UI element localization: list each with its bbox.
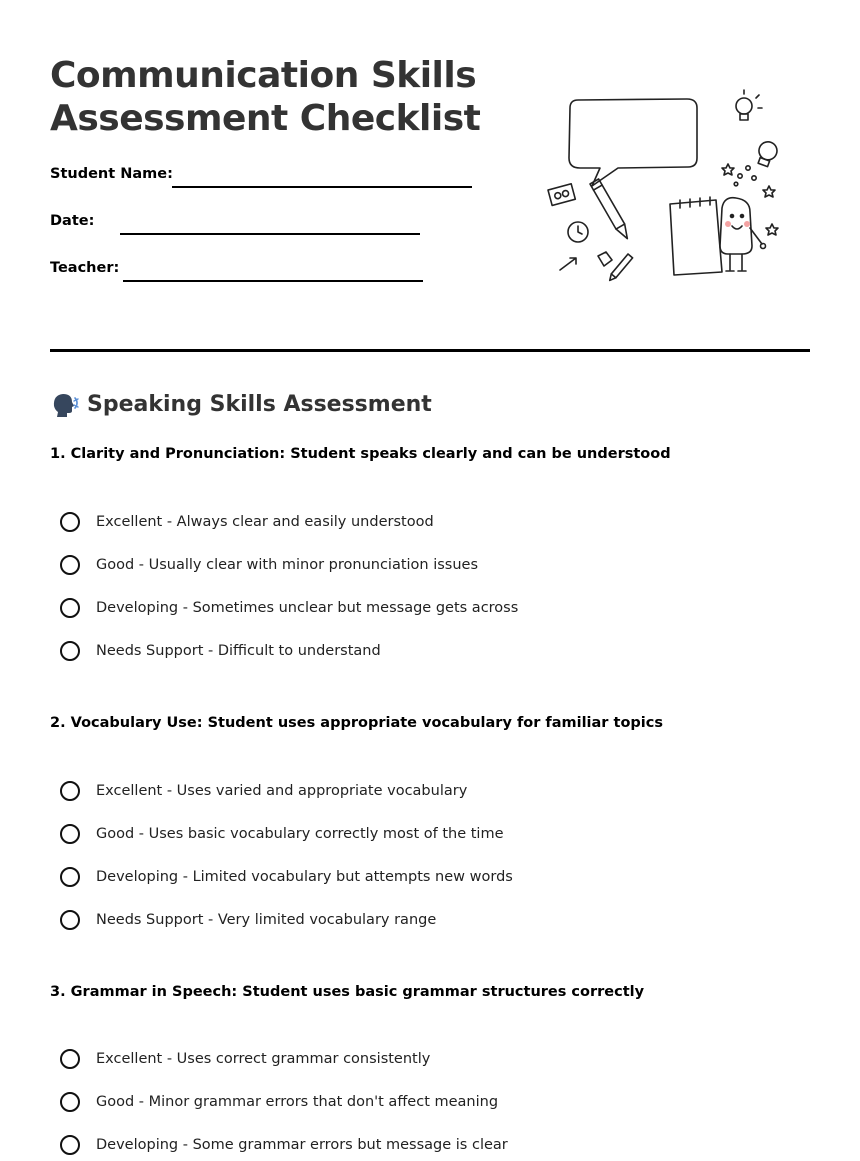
radio-button[interactable]: [60, 1135, 80, 1155]
question-2-label: 2. Vocabulary Use: Student uses appropriate vocabulary for familiar topics: [50, 715, 663, 731]
radio-button[interactable]: [60, 824, 80, 844]
question-1-label: 1. Clarity and Pronunciation: Student speaks clearly and can be understood: [50, 446, 671, 462]
option-label: Needs Support - Difficult to understand: [96, 643, 381, 659]
teacher-field[interactable]: [123, 280, 423, 282]
q1-option-good[interactable]: [60, 552, 478, 578]
option-label: Excellent - Always clear and easily understood: [96, 514, 434, 530]
speaking-head-icon: [50, 389, 80, 419]
radio-button[interactable]: [60, 867, 80, 887]
option-label: Needs Support - Very limited vocabulary range: [96, 912, 437, 928]
q2-option-excellent[interactable]: [60, 778, 467, 804]
doodle-student-illustration-icon: [540, 88, 790, 288]
option-label: Developing - Some grammar errors but message is clear: [96, 1137, 508, 1153]
radio-button[interactable]: [60, 781, 80, 801]
title-line-1: Communication Skills: [50, 55, 477, 96]
section-heading: [50, 388, 432, 420]
radio-button[interactable]: [60, 641, 80, 661]
teacher-label: Teacher:: [50, 260, 120, 276]
date-field[interactable]: [120, 233, 420, 235]
title-line-2: Assessment Checklist: [50, 98, 481, 139]
radio-button[interactable]: [60, 512, 80, 532]
q3-option-excellent[interactable]: [60, 1046, 430, 1072]
q1-option-excellent[interactable]: [60, 509, 434, 535]
date-label: Date:: [50, 213, 95, 229]
q3-option-good[interactable]: [60, 1089, 498, 1115]
option-label: Good - Minor grammar errors that don't affect meaning: [96, 1094, 499, 1110]
student-name-label: Student Name:: [50, 166, 173, 182]
radio-button[interactable]: [60, 1092, 80, 1112]
q3-option-developing[interactable]: [60, 1132, 508, 1158]
header-divider: [50, 349, 810, 352]
q2-option-needs-support[interactable]: [60, 907, 436, 933]
radio-button[interactable]: [60, 910, 80, 930]
option-label: Good - Uses basic vocabulary correctly most of the time: [96, 826, 504, 842]
student-name-field[interactable]: [172, 186, 472, 188]
radio-button[interactable]: [60, 1049, 80, 1069]
option-label: Good - Usually clear with minor pronunciation issues: [96, 557, 479, 573]
radio-button[interactable]: [60, 555, 80, 575]
option-label: Excellent - Uses varied and appropriate vocabulary: [96, 783, 468, 799]
option-label: Excellent - Uses correct grammar consistently: [96, 1051, 431, 1067]
section-title: Speaking Skills Assessment: [87, 391, 432, 417]
page-title: [50, 54, 530, 140]
radio-button[interactable]: [60, 598, 80, 618]
option-label: Developing - Limited vocabulary but attempts new words: [96, 869, 513, 885]
q2-option-developing[interactable]: [60, 864, 513, 890]
question-3-label: 3. Grammar in Speech: Student uses basic grammar structures correctly: [50, 984, 645, 1000]
option-label: Developing - Sometimes unclear but message gets across: [96, 600, 519, 616]
q1-option-needs-support[interactable]: [60, 638, 381, 664]
q1-option-developing[interactable]: [60, 595, 518, 621]
q2-option-good[interactable]: [60, 821, 504, 847]
